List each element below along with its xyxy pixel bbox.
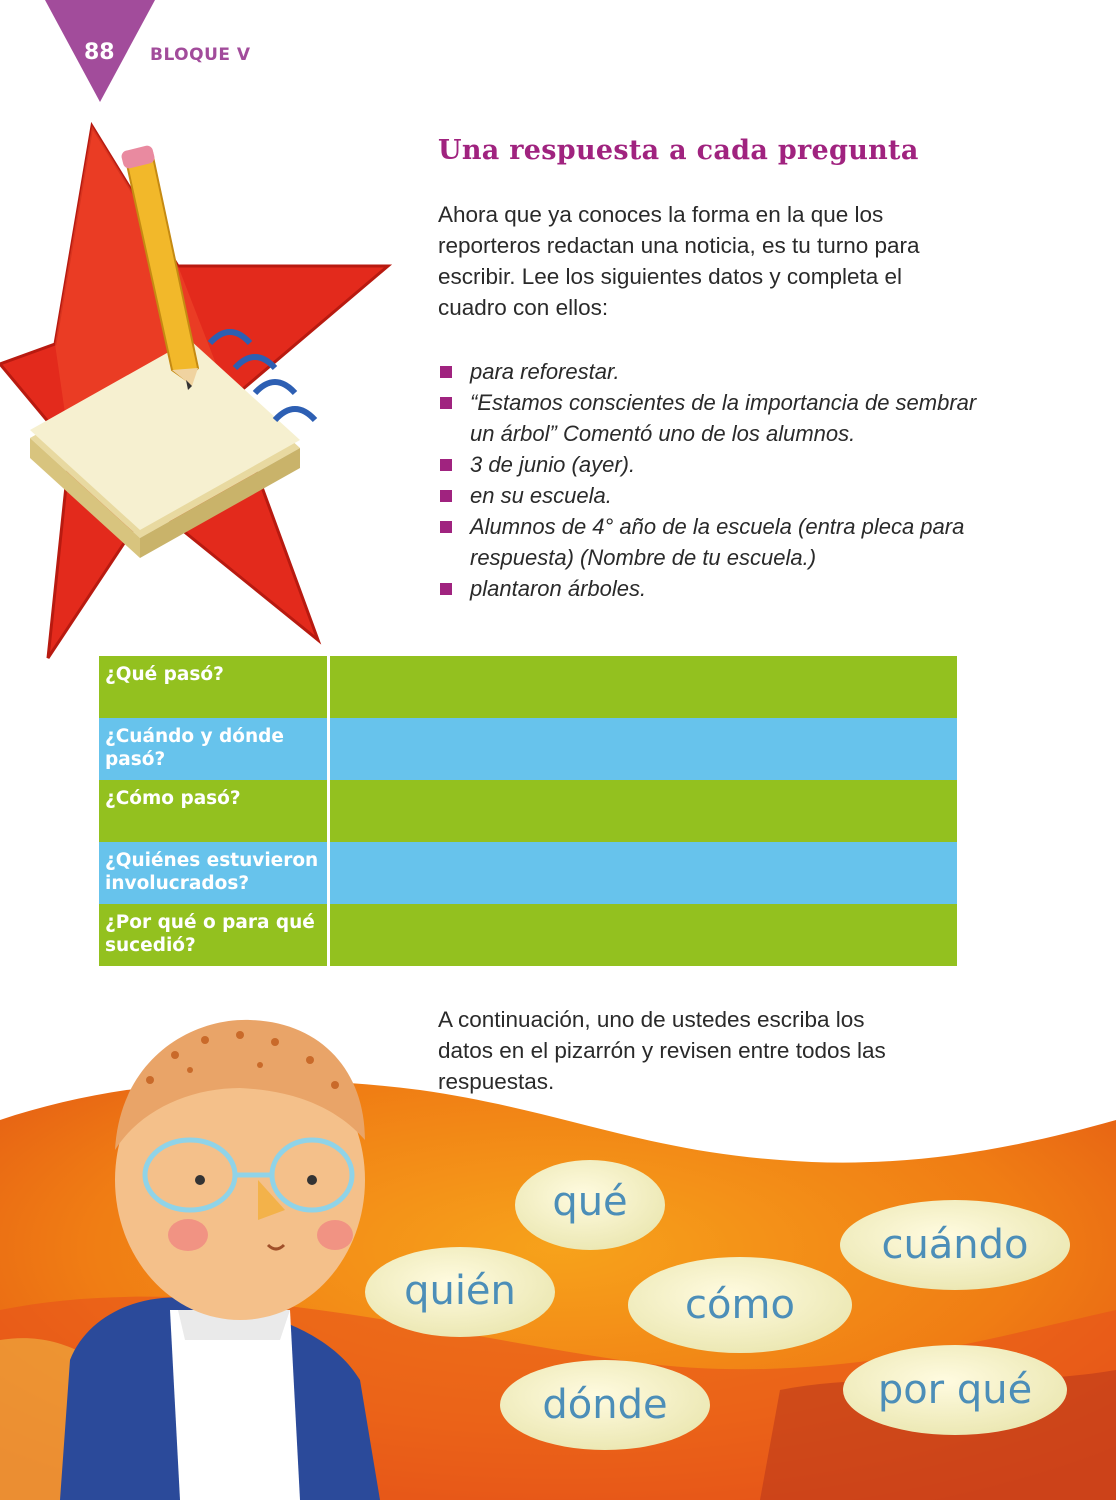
table-row [99, 656, 957, 718]
intro-paragraph: Ahora que ya conoces la forma en la que los reporteros redactan una noticia, es tu turno para escribir. Lee los siguientes datos y completa el cuadro con ellos: [438, 202, 920, 320]
word-stone-quien [365, 1247, 555, 1337]
list-item: para reforestar. [438, 356, 978, 387]
question-cell: ¿Cuándo y dónde pasó? [99, 718, 328, 780]
table-row [99, 842, 957, 904]
svg-text:cuándo: cuándo [881, 1222, 1029, 1268]
answer-cell[interactable] [328, 780, 957, 842]
svg-text:quién: quién [404, 1268, 516, 1314]
table-row [99, 780, 957, 842]
word-stone-como [628, 1257, 852, 1353]
bullet-square-icon [440, 521, 452, 533]
word-stone-cuando [840, 1200, 1070, 1290]
word-stone-donde [500, 1360, 710, 1450]
data-list [438, 356, 978, 604]
table-row [99, 718, 957, 780]
page-number: 88 [84, 40, 115, 65]
bullet-square-icon [440, 583, 452, 595]
answer-cell[interactable] [328, 842, 957, 904]
question-table [99, 656, 957, 966]
block-label: BLOQUE V [150, 45, 251, 65]
bullet-square-icon [440, 490, 452, 502]
question-cell: ¿Por qué o para qué sucedió? [99, 904, 328, 966]
bullet-square-icon [440, 366, 452, 378]
star-notepad-illustration [0, 118, 400, 663]
word-stone-por-que [843, 1345, 1067, 1435]
list-item: 3 de junio (ayer). [438, 449, 978, 480]
section-title: Una respuesta a cada pregunta [438, 135, 919, 166]
svg-text:por qué: por qué [877, 1367, 1033, 1413]
question-cell: ¿Qué pasó? [99, 656, 328, 718]
list-item: plantaron árboles. [438, 573, 978, 604]
word-stone-que [515, 1160, 665, 1250]
svg-text:qué: qué [552, 1179, 628, 1225]
closing-paragraph: A continuación, uno de ustedes escriba los datos en el pizarrón y revisen entre todos las respuestas. [438, 1007, 886, 1094]
question-cell: ¿Quiénes estuvieron involucrados? [99, 842, 328, 904]
answer-cell[interactable] [328, 656, 957, 718]
table-row [99, 904, 957, 966]
list-item: en su escuela. [438, 480, 978, 511]
svg-text:dónde: dónde [542, 1382, 668, 1428]
list-item: Alumnos de 4° año de la escuela (entra pleca para respuesta) (Nombre de tu escuela.) [438, 511, 978, 573]
bullet-square-icon [440, 397, 452, 409]
question-cell: ¿Cómo pasó? [99, 780, 328, 842]
bullet-square-icon [440, 459, 452, 471]
svg-text:cómo: cómo [685, 1282, 795, 1328]
answer-cell[interactable] [328, 904, 957, 966]
answer-cell[interactable] [328, 718, 957, 780]
list-item: “Estamos conscientes de la importancia de sembrar un árbol” Comentó uno de los alumnos. [438, 387, 978, 449]
